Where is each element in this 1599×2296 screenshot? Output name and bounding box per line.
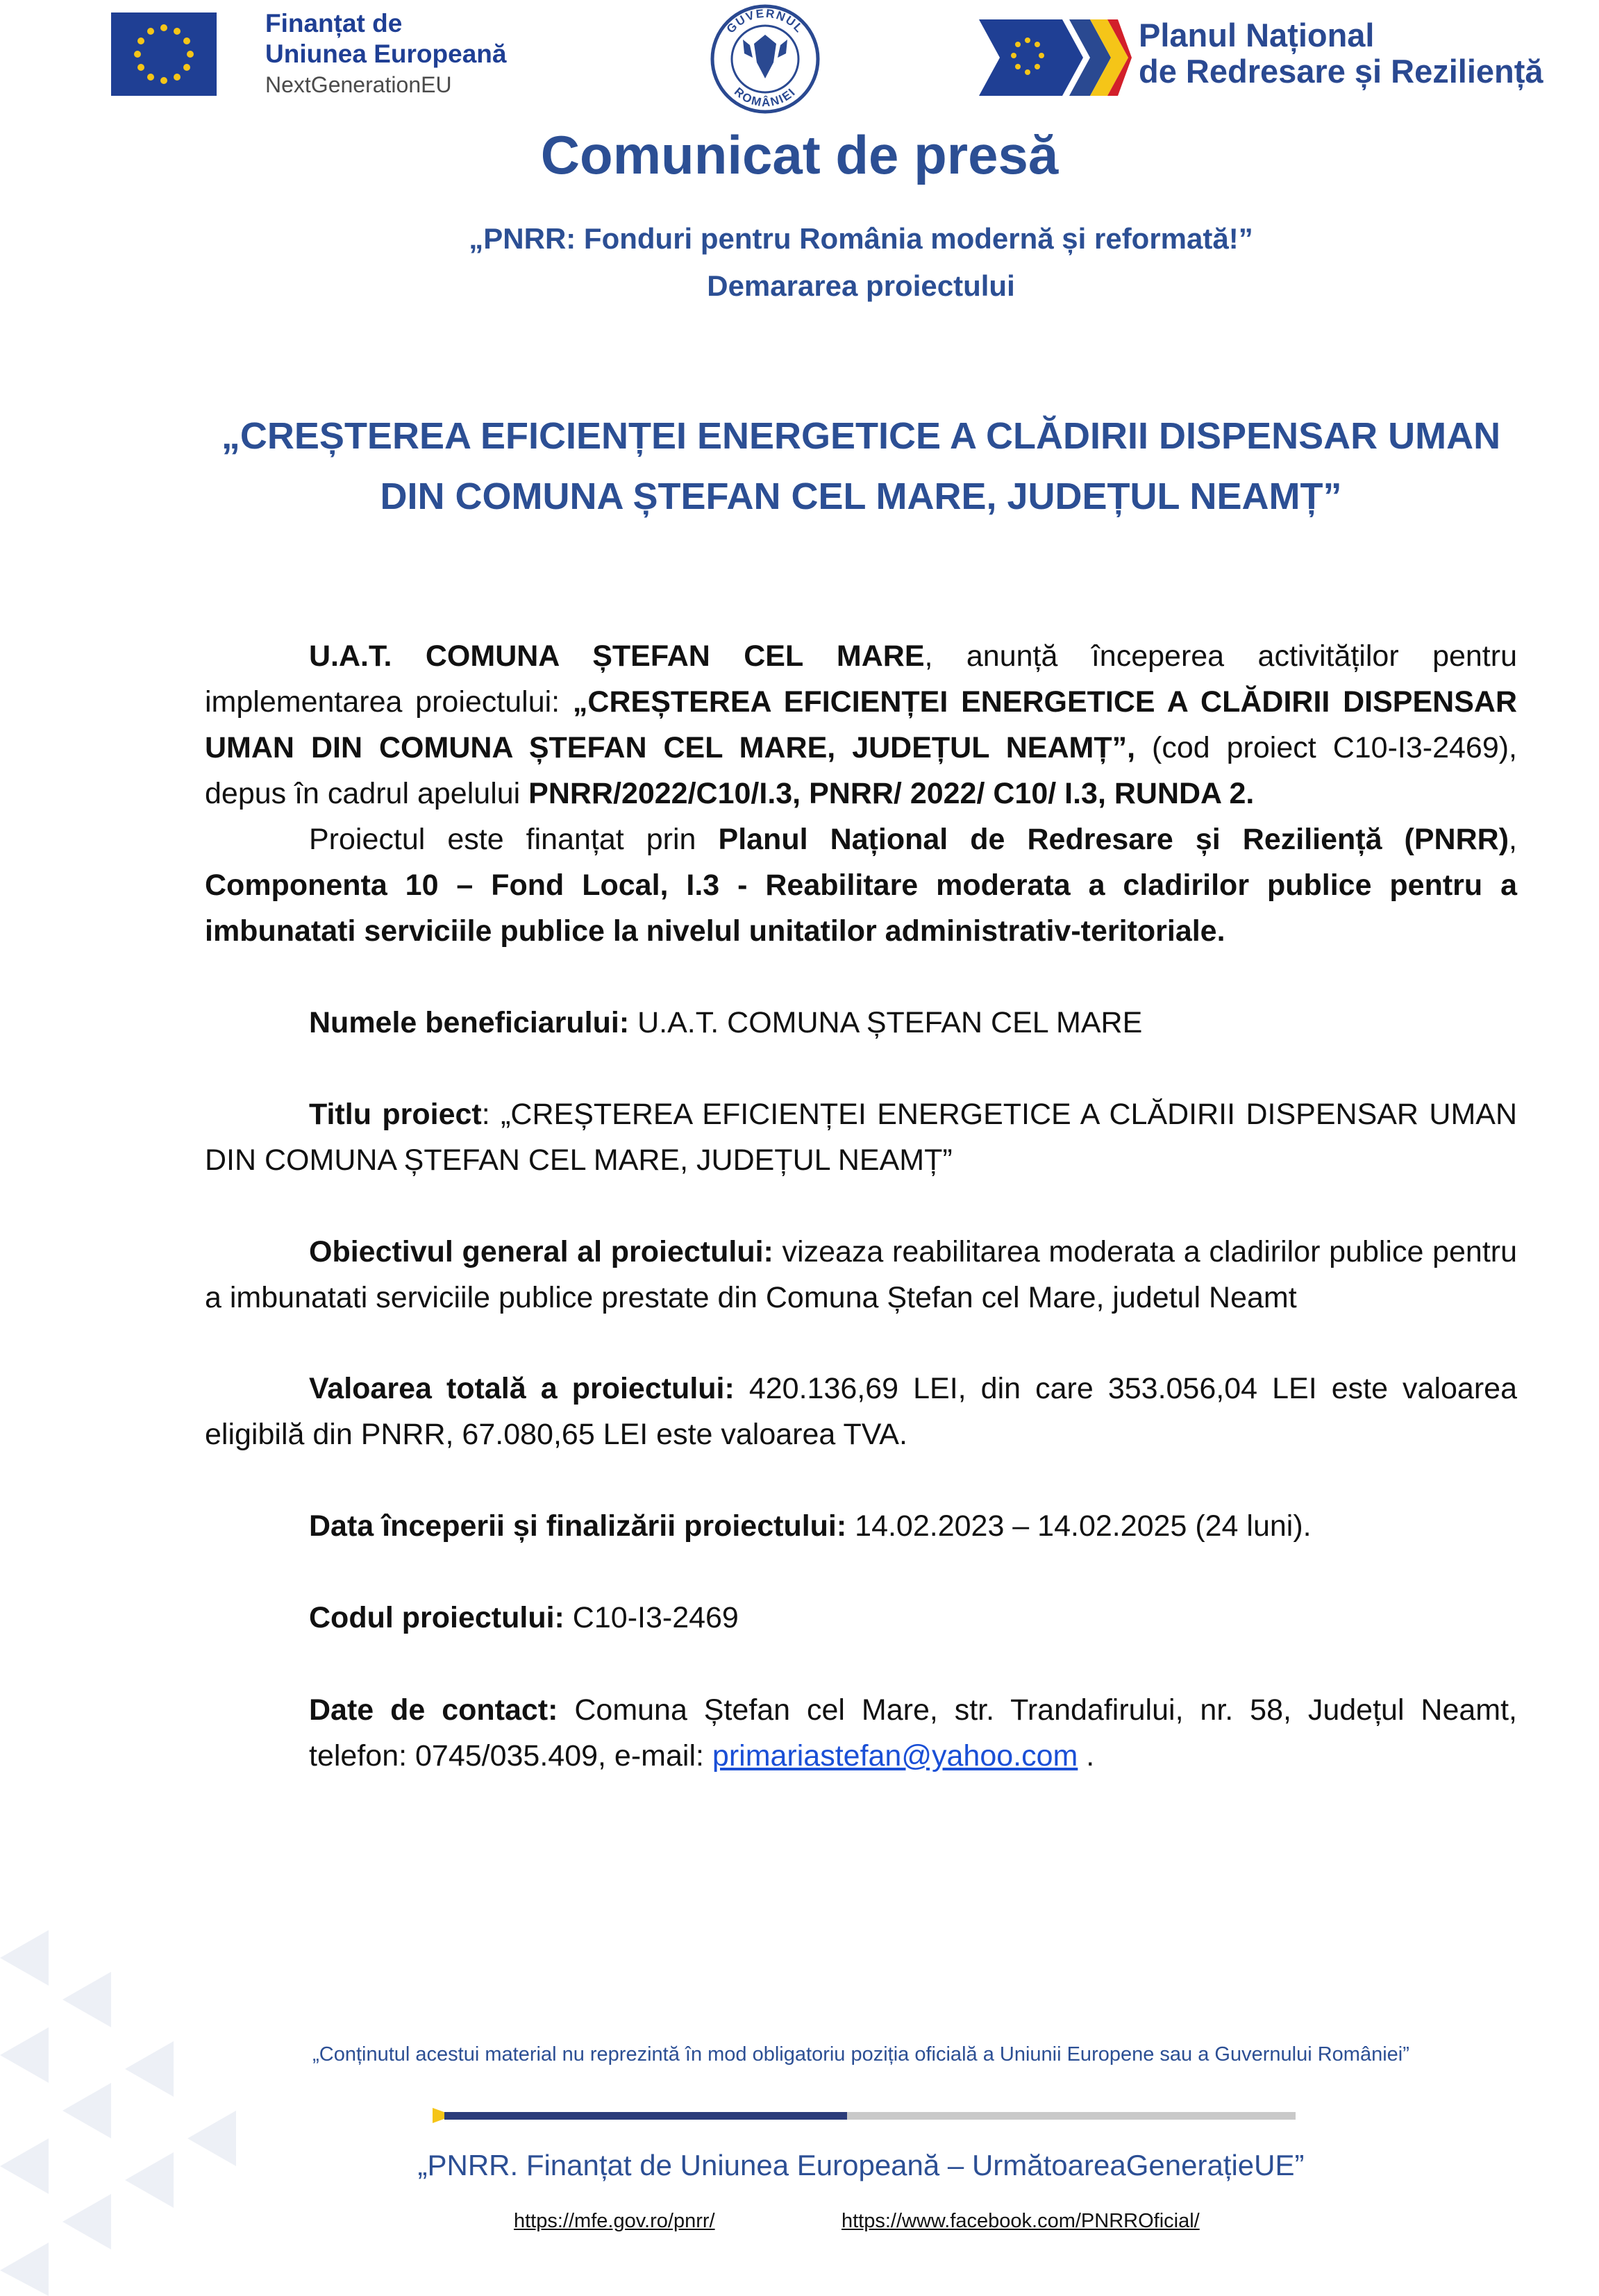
footer-slogan: „PNRR. Finanțat de Uniunea Europeană – UrmătoareaGenerațieUE” (417, 2149, 1305, 2181)
objective-section (205, 1229, 1517, 1321)
objective-value: vizeaza reabilitarea moderata a cladirilor publice pentru a imbunatati serviciile publice prestate din Comuna Ștefan cel Mare, judetul Neamt (205, 1235, 1518, 1314)
watermark-pattern (0, 1916, 292, 2296)
svg-text:GUVERNUL: GUVERNUL (723, 6, 807, 36)
total-value-section (205, 1366, 1517, 1457)
subtitle-project-start: Demararea proiectului (707, 269, 1015, 302)
project-name-value: : „CREȘTEREA EFICIENȚEI ENERGETICE A CLĂDIRII DISPENSAR UMAN DIN COMUNA ȘTEFAN CEL MARE, JUDEȚUL NEAMȚ” (205, 1098, 1517, 1177)
eu-logo-line2: Uniunea Europeană (265, 40, 507, 68)
footer-rule-dark (444, 2112, 847, 2120)
beneficiary-section (205, 1000, 1517, 1046)
dates-label: Data începerii și finalizării proiectului: (309, 1509, 847, 1543)
intro-paragraph-1 (205, 633, 1517, 954)
eu-flag-icon (111, 12, 217, 96)
code-label: Codul proiectului: (309, 1601, 564, 1634)
project-name-label: Titlu proiect (309, 1098, 482, 1131)
eu-funding-logo-text (265, 8, 506, 100)
funding-component: Componenta 10 – Fond Local, I.3 - Reabilitare moderata a cladirilor publice pentru a imbunatati serviciile publice la nivelul unitatilor administrativ-teritoriale. (205, 869, 1517, 948)
dates-section (205, 1503, 1517, 1549)
intro-text-2: (cod proiect C10-I3-2469), depus în cadrul apelului (205, 731, 1517, 810)
total-value-label: Valoarea totală a proiectului: (309, 1372, 735, 1405)
page-title: Comunicat de presă (540, 124, 1059, 185)
funding-program: Planul Național de Redresare și Reziliență (PNRR) (718, 823, 1509, 856)
beneficiary-name-bold: U.A.T. COMUNA ȘTEFAN CEL MARE (309, 639, 925, 673)
pnrr-logo-text (1139, 17, 1543, 90)
contact-value: Comuna Ștefan cel Mare, str. Trandafirului, nr. 58, Județul Neamt, telefon: 0745/035.409, e-mail: (309, 1693, 1517, 1773)
call-code: PNRR/2022/C10/I.3, PNRR/ 2022/ C10/ I.3, RUNDA 2. (528, 777, 1255, 810)
subtitle-slogan: „PNRR: Fonduri pentru România modernă și reformată!” (469, 222, 1253, 255)
objective-label: Obiectivul general al proiectului: (309, 1235, 773, 1268)
beneficiary-label: Numele beneficiarului: (309, 1006, 630, 1039)
intro-paragraph-2 (205, 816, 1517, 954)
project-name-section (205, 1091, 1517, 1183)
total-value-value: 420.136,69 LEI, din care 353.056,04 LEI este valoarea eligibilă din PNRR, 67.080,65 LEI este valoarea TVA. (205, 1372, 1517, 1451)
eu-logo-line1: Finanțat de (265, 9, 403, 37)
contact-after: . (1078, 1739, 1095, 1773)
contact-label: Date de contact: (309, 1693, 558, 1727)
dates-value: 14.02.2023 – 14.02.2025 (24 luni). (846, 1509, 1312, 1543)
intro-text-1: , anunță începerea activităților pentru implementarea proiectului: (205, 639, 1517, 719)
pnrr-logo-line2: de Redresare și Reziliență (1139, 53, 1543, 90)
footer-disclaimer: „Conținutul acestui material nu reprezintă în mod obligatoriu poziția oficială a Uniunii Europene sau a Guvernului României” (312, 2043, 1409, 2065)
svg-text:ROMÂNIEI: ROMÂNIEI (731, 85, 798, 110)
funding-text-2: , (1509, 823, 1517, 856)
footer-link-mfe[interactable]: https://mfe.gov.ro/pnrr/ (514, 2210, 715, 2232)
footer-rule-light (847, 2112, 1296, 2120)
contact-email-link[interactable]: primariastefan@yahoo.com (712, 1739, 1078, 1773)
funding-text-1: Proiectul este finanțat prin (309, 823, 719, 856)
government-seal-icon (701, 3, 830, 115)
eu-logo-line3: NextGenerationEU (265, 72, 452, 97)
project-title-inline: „CREȘTEREA EFICIENȚEI ENERGETICE A CLĂDIRII DISPENSAR UMAN DIN COMUNA ȘTEFAN CEL MARE, JUDEȚUL NEAMȚ”, (205, 685, 1517, 764)
pnrr-logo-line1: Planul Național (1139, 17, 1375, 53)
project-title-line1: „CREȘTEREA EFICIENȚEI ENERGETICE A CLĂDIRII DISPENSAR UMAN (221, 415, 1501, 457)
code-value: C10-I3-2469 (564, 1601, 739, 1634)
beneficiary-value: U.A.T. COMUNA ȘTEFAN CEL MARE (629, 1006, 1143, 1039)
pnrr-logo-icon (979, 19, 1132, 96)
contact-section (309, 1687, 1517, 1779)
footer-link-facebook[interactable]: https://www.facebook.com/PNRROficial/ (842, 2210, 1200, 2232)
project-title-line2: DIN COMUNA ȘTEFAN CEL MARE, JUDEȚUL NEAMȚ” (380, 476, 1342, 517)
code-section (205, 1595, 1517, 1641)
project-title (208, 406, 1514, 527)
